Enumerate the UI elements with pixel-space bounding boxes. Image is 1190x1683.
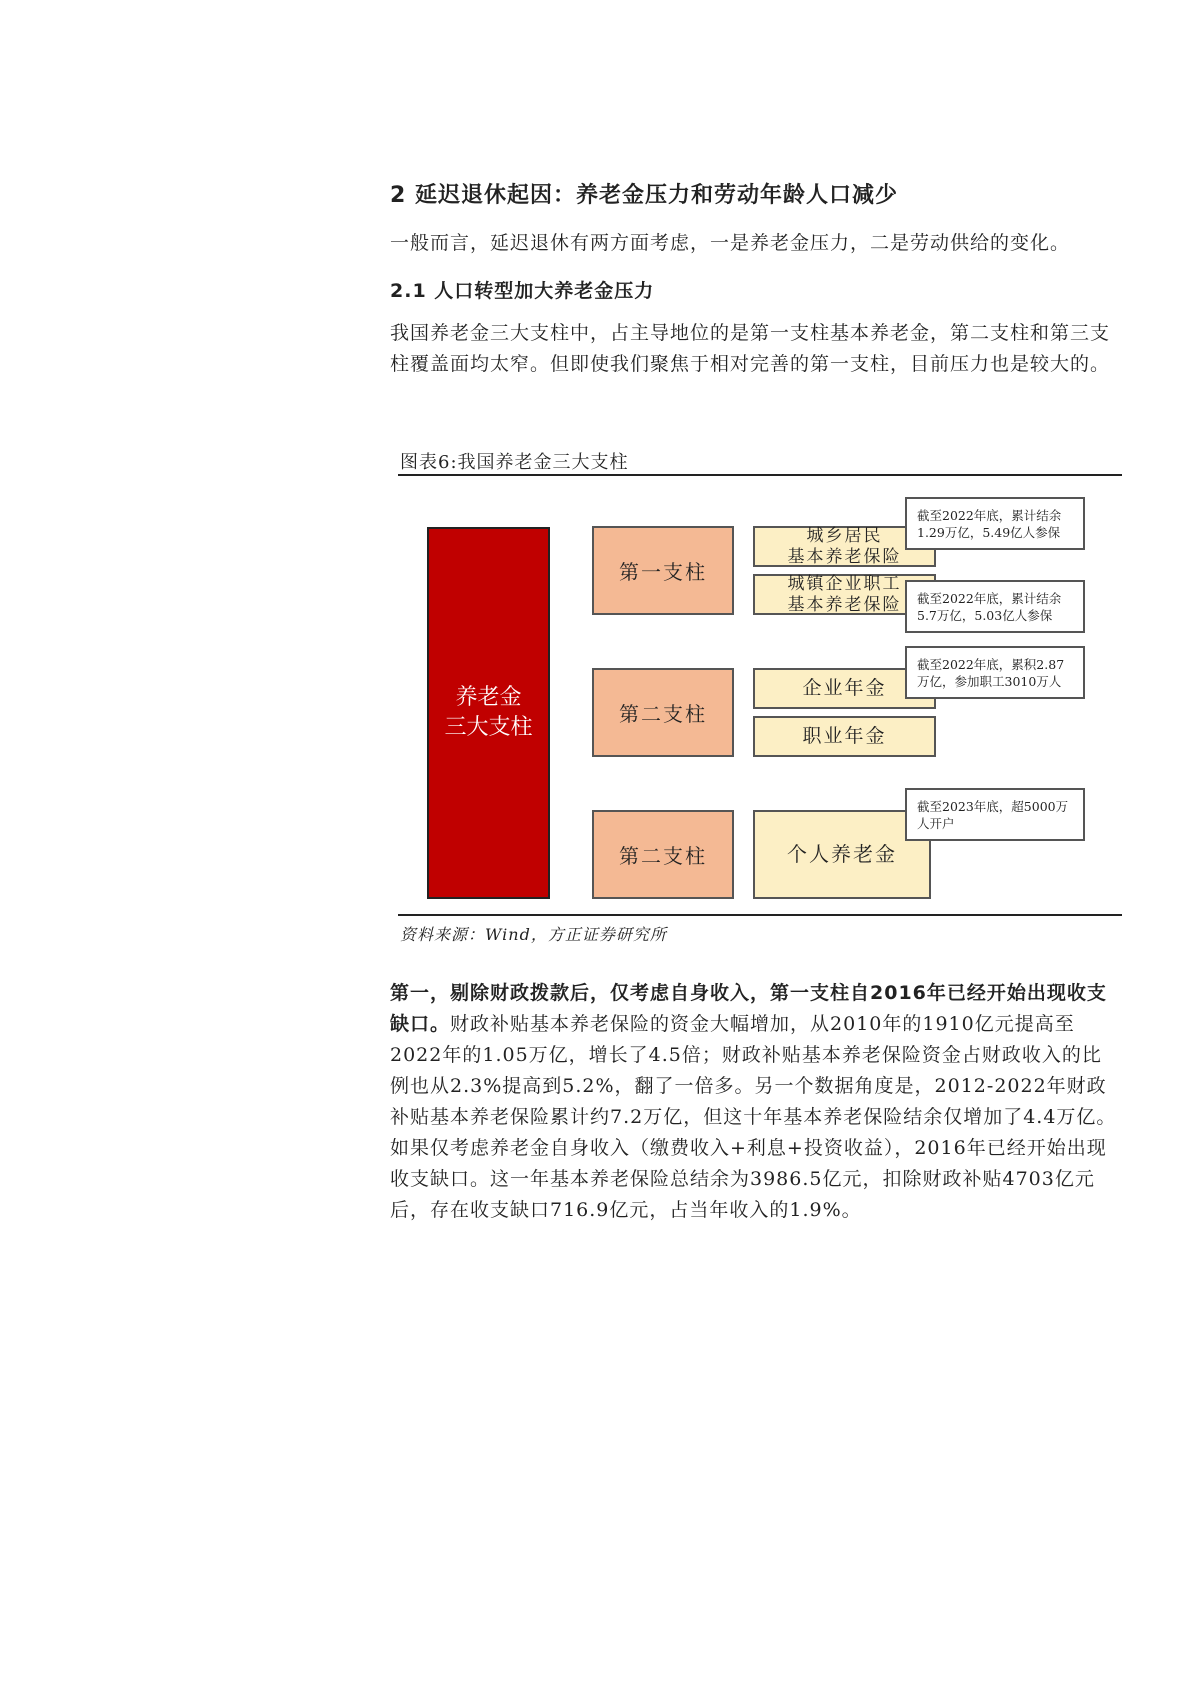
note-urban-employee: [905, 580, 1085, 633]
figure-source: 资料来源：Wind，方正证券研究所: [400, 925, 667, 944]
main-pension-box: [427, 527, 550, 899]
pillar-two-box: 第二支柱: [592, 668, 734, 757]
sub1-line2: 基本养老保险: [787, 546, 902, 567]
figure-title: 图表6:我国养老金三大支柱: [400, 452, 629, 473]
note-urban-rural: [905, 497, 1085, 550]
pillar-one-box: 第一支柱: [592, 526, 734, 615]
figure-bottom-rule: [398, 914, 1122, 916]
sub-personal-pension: 个人养老金: [753, 810, 931, 899]
note1-line2: 1.29万亿，5.49亿人参保: [917, 525, 1061, 540]
main-label-line2: 三大支柱: [444, 715, 533, 740]
pillar-three-box: 第二支柱: [592, 810, 734, 899]
note2-line2: 5.7万亿，5.03亿人参保: [917, 608, 1053, 623]
sub-enterprise-annuity: 企业年金: [753, 668, 936, 709]
subsection-heading: 2.1 人口转型加大养老金压力: [390, 280, 655, 302]
sub2-line1: 城镇企业职工: [787, 573, 902, 594]
section-heading: 2 延迟退休起因：养老金压力和劳动年龄人口减少: [390, 183, 898, 208]
figure-top-rule: [398, 474, 1122, 476]
note4-line2: 人开户: [917, 816, 955, 831]
pillars-paragraph: 我国养老金三大支柱中，占主导地位的是第一支柱基本养老金，第二支柱和第三支柱覆盖面均太窄。但即使我们聚焦于相对完善的第一支柱，目前压力也是较大的。: [390, 322, 1111, 375]
note-personal-pension: [905, 788, 1085, 841]
intro-paragraph: 一般而言，延迟退休有两方面考虑，一是养老金压力，二是劳动供给的变化。: [390, 232, 1071, 254]
main-label-line1: 养老金: [455, 685, 522, 710]
note1-line1: 截至2022年底，累计结余: [917, 508, 1062, 523]
deficit-body: 财政补贴基本养老保险的资金大幅增加，从2010年的1910亿元提高至2022年的1.05万亿，增长了4.5倍；财政补贴基本养老保险资金占财政收入的比例也从2.3%提高到5.2%，翻了一倍多。另一个数据角度是，2012-2022年财政补贴基本养老保险累计约7.2万亿，但这十年基本养老保险结余仅增加了4.4万亿。如果仅考虑养老金自身收入（缴费收入+利息+投资收益），2016年已经开始出现收支缺口。这一年基本养老保险总结余为3986.5亿元，扣除财政补贴4703亿元后，存在收支缺口716.9亿元，占当年收入的1.9%。: [390, 1013, 1117, 1221]
deficit-lead: 第一，剔除财政拨款后，仅考虑自身收入，第一支柱自2016年已经开始出现收支缺口。: [390, 982, 1107, 1035]
note-enterprise-annuity: [905, 646, 1085, 699]
deficit-paragraph: [390, 978, 1120, 1226]
sub2-line2: 基本养老保险: [787, 594, 902, 615]
sub-occupational-annuity: 职业年金: [753, 716, 936, 757]
note4-line1: 截至2023年底，超5000万: [917, 799, 1069, 814]
sub1-line1: 城乡居民: [806, 525, 883, 546]
note3-line2: 万亿，参加职工3010万人: [917, 674, 1062, 689]
note3-line1: 截至2022年底，累积2.87: [917, 657, 1065, 672]
note2-line1: 截至2022年底，累计结余: [917, 591, 1062, 606]
